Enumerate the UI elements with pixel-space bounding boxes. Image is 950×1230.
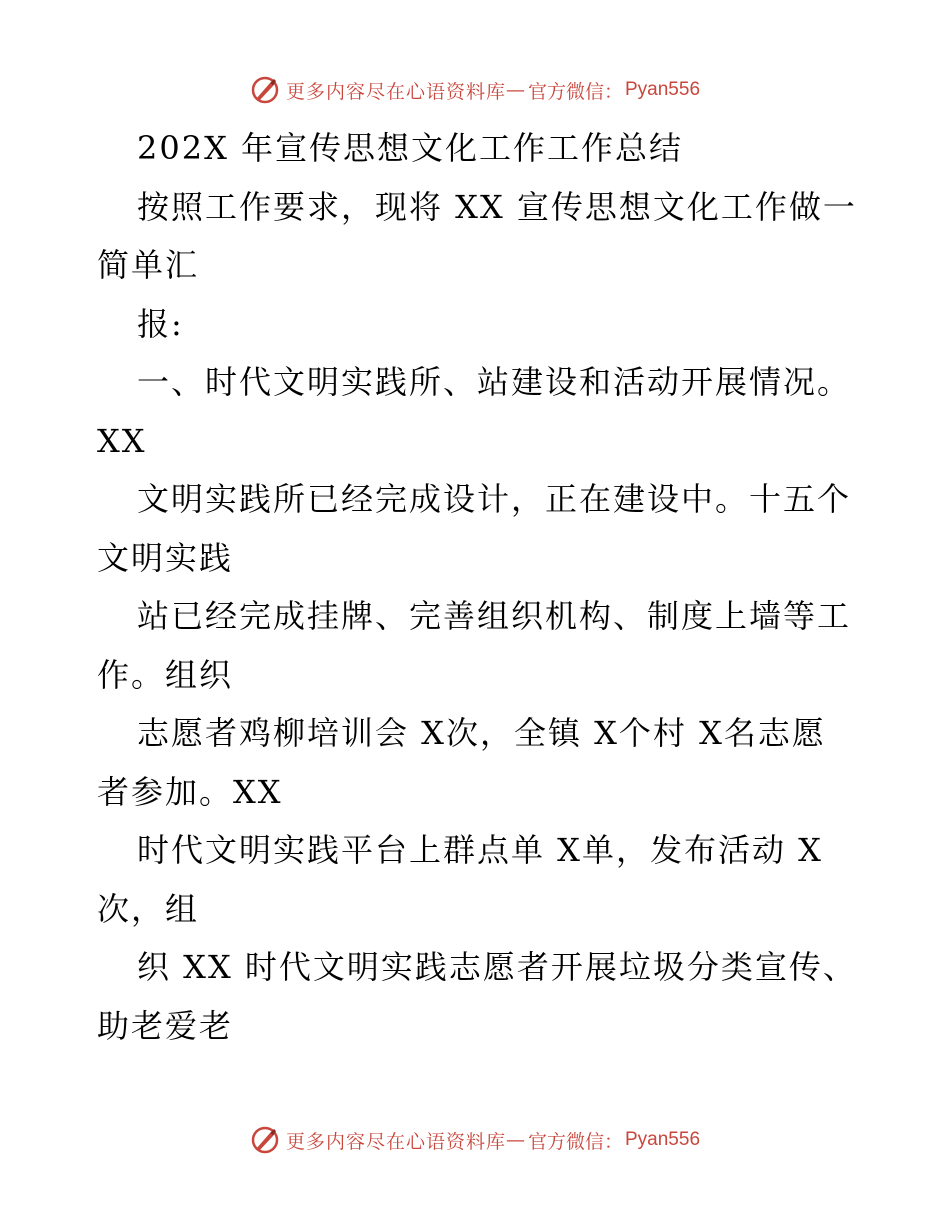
watermark-text: 更多内容尽在心语资料库 [285,1130,506,1153]
paragraph-line: 文明实践所已经完成设计，正在建设中。十五个 [137,480,852,518]
paragraph-line: 按照工作要求，现将 XX 宣传思想文化工作做一 [137,187,857,226]
paragraph-line: 时代文明实践平台上群点单 X单，发布活动 X [137,831,823,869]
watermark-wechat-label: 官方微信： [527,80,623,103]
pen-logo-icon [250,75,280,105]
document-body [97,119,857,1055]
paragraph-line: 次，组 [97,889,200,928]
paragraph-line: 助老爱老 [97,1006,234,1045]
watermark-banner-bottom [0,1120,950,1160]
paragraph-line: 作。组织 [97,655,234,694]
paragraph-line: 志愿者鸡柳培训会 X次，全镇 X个村 X名志愿 [137,714,826,752]
paragraph-line: 报: [137,304,184,343]
paragraph-line: 者参加。XX [97,772,283,811]
pen-logo-icon [250,1125,280,1155]
document-title: 202X 年宣传思想文化工作工作总结 [137,129,684,167]
watermark-text: 更多内容尽在心语资料库 [285,80,506,103]
watermark-dash: — [505,1129,526,1151]
paragraph-line: 织 XX 时代文明实践志愿者开展垃圾分类宣传、 [137,948,857,986]
watermark-wechat-label: 官方微信： [527,1130,623,1153]
watermark-dash: — [505,79,526,101]
paragraph-line: 文明实践 [97,538,234,577]
watermark-banner-top [0,70,950,110]
watermark-wechat-id: Pyan556 [625,79,701,100]
watermark-wechat-id: Pyan556 [625,1129,701,1150]
paragraph-line: XX [97,421,147,460]
paragraph-line: 站已经完成挂牌、完善组织机构、制度上墙等工 [137,597,852,635]
section-heading: 一、时代文明实践所、站建设和活动开展情况。 [137,363,852,401]
paragraph-line: 简单汇 [97,246,200,284]
